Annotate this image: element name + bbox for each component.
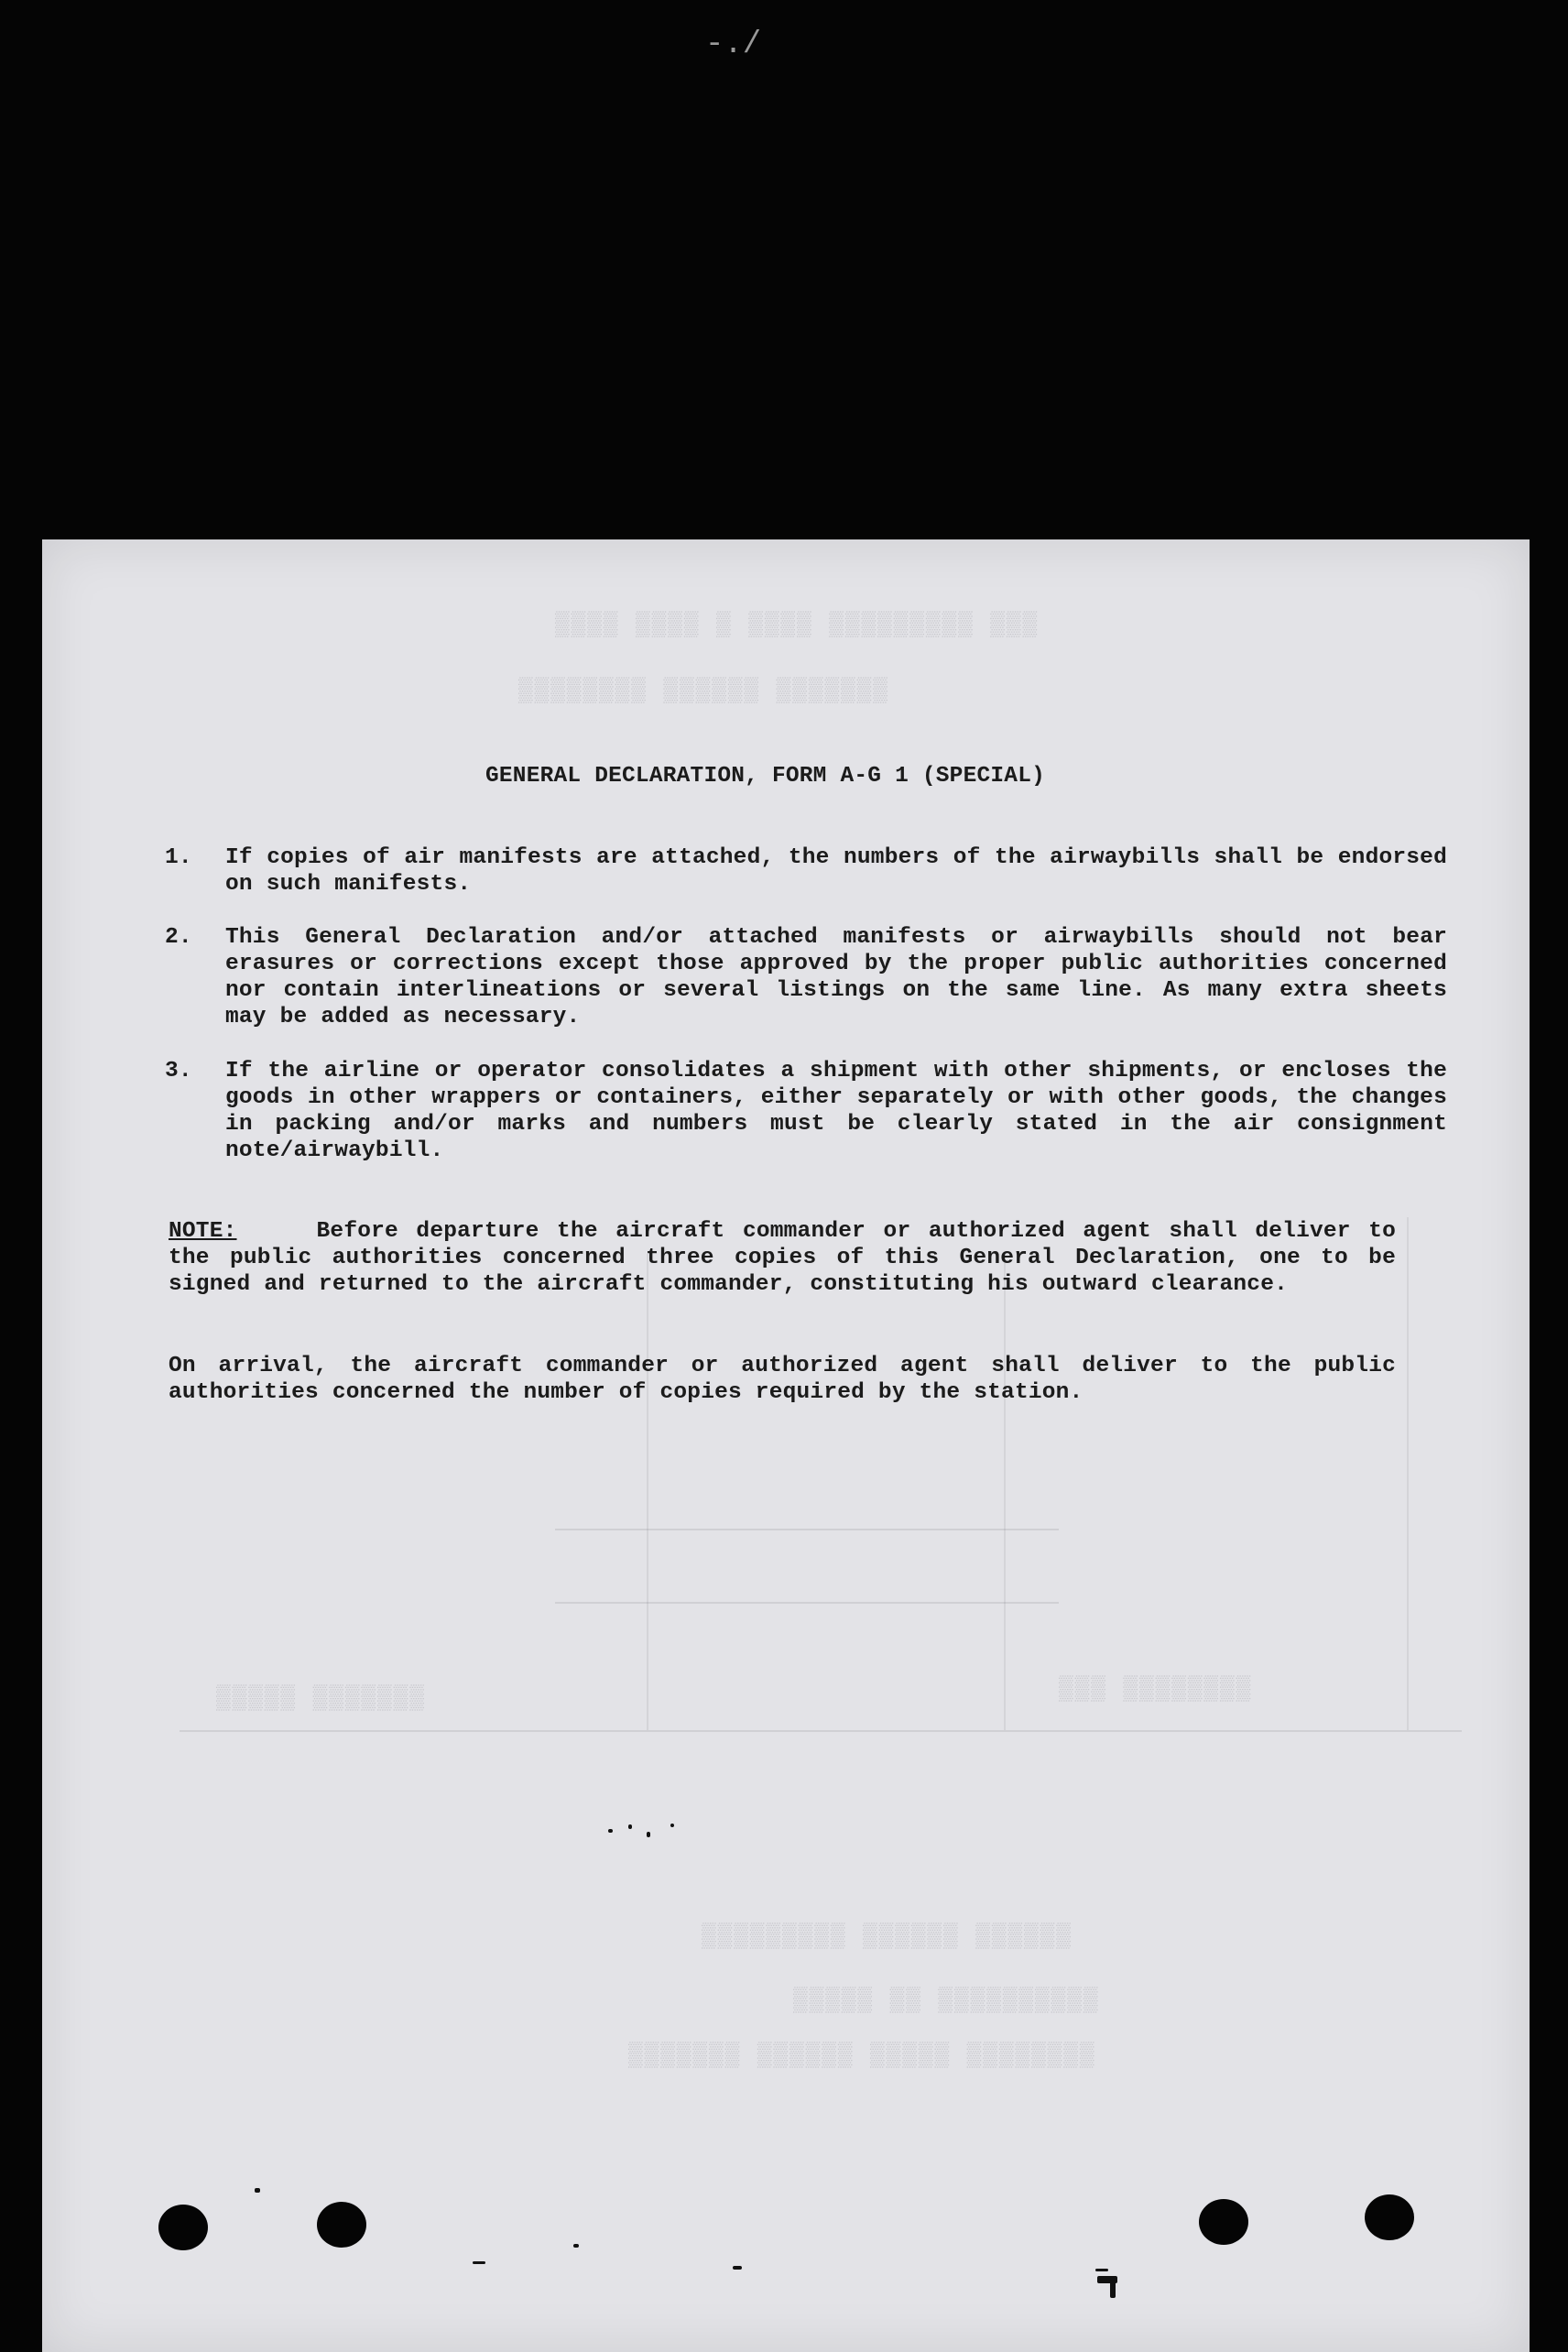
bleed-through-text: ▒▒▒ ▒▒▒▒▒▒▒▒	[1059, 1675, 1253, 1703]
bleed-through-rule	[1004, 1254, 1006, 1730]
bleed-through-rule	[647, 1254, 648, 1730]
bleed-through-text: ▒▒▒▒▒▒▒▒▒ ▒▒▒▒▒▒ ▒▒▒▒▒▒	[702, 1922, 1073, 1950]
dust-speck	[628, 1824, 632, 1829]
bleed-through-text: ▒▒▒▒ ▒▒▒▒ ▒ ▒▒▒▒ ▒▒▒▒▒▒▒▒▒ ▒▒▒	[555, 611, 1040, 638]
scan-mark: -./	[705, 27, 762, 62]
item-number: 1.	[165, 845, 192, 870]
departure-note	[169, 1218, 1396, 1298]
punch-hole	[158, 2205, 208, 2250]
item-number: 2.	[165, 925, 192, 950]
document-page	[42, 539, 1530, 2352]
note-label: NOTE:	[169, 1219, 237, 1244]
dust-speck	[733, 2266, 742, 2270]
bleed-through-text: ▒▒▒▒▒ ▒▒▒▒▒▒▒	[216, 1684, 426, 1712]
dust-speck	[255, 2188, 260, 2193]
dust-speck	[1095, 2269, 1108, 2271]
dust-speck	[1110, 2280, 1116, 2298]
punch-hole	[1199, 2199, 1248, 2245]
bleed-through-rule	[555, 1529, 1059, 1530]
bleed-through-text: ▒▒▒▒▒▒▒▒ ▒▒▒▒▒▒ ▒▒▒▒▒▒▒	[518, 677, 889, 704]
dust-speck	[647, 1832, 650, 1837]
arrival-paragraph: On arrival, the aircraft commander or authorized agent shall deliver to the public authorities concerned the number of copies required by the station.	[169, 1354, 1396, 1405]
punch-hole	[317, 2202, 366, 2248]
dust-speck	[573, 2244, 579, 2248]
dust-speck	[670, 1824, 674, 1827]
item-number: 3.	[165, 1059, 192, 1083]
dust-speck	[608, 1829, 613, 1833]
item-text: If the airline or operator consolidates a shipment with other shipments, or encloses the goods in other wrappers or containers, either separately or with other goods, the changes in packing and/or marks and numbers must be clearly stated in the air consignment note/airwaybill.	[225, 1059, 1447, 1163]
item-text: If copies of air manifests are attached, the numbers of the airwaybills shall be endorsed on such manifests.	[225, 845, 1447, 897]
dust-speck	[473, 2261, 485, 2264]
bleed-through-text: ▒▒▒▒▒▒▒ ▒▒▒▒▒▒ ▒▒▒▒▒ ▒▒▒▒▒▒▒▒	[628, 2042, 1096, 2069]
bleed-through-text: ▒▒▒▒▒ ▒▒ ▒▒▒▒▒▒▒▒▒▒	[793, 1987, 1100, 2014]
form-title: GENERAL DECLARATION, FORM A-G 1 (SPECIAL)	[485, 764, 1045, 789]
bleed-through-rule	[1407, 1217, 1409, 1730]
bleed-through-rule	[180, 1730, 1462, 1732]
bleed-through-rule	[555, 1602, 1059, 1604]
item-text: This General Declaration and/or attached manifests or airwaybills should not bear erasures or corrections except those approved by the proper public authorities concerned nor contain interlineations or several listings on the same line. As many extra sheets may be added as necessary.	[225, 925, 1447, 1029]
punch-hole	[1365, 2194, 1414, 2240]
note-text: Before departure the aircraft commander or authorized agent shall deliver to the public authorities concerned three copies of this General Declaration, one to be signed and returned to the aircraft commander, constituting his outward clearance.	[169, 1219, 1396, 1297]
